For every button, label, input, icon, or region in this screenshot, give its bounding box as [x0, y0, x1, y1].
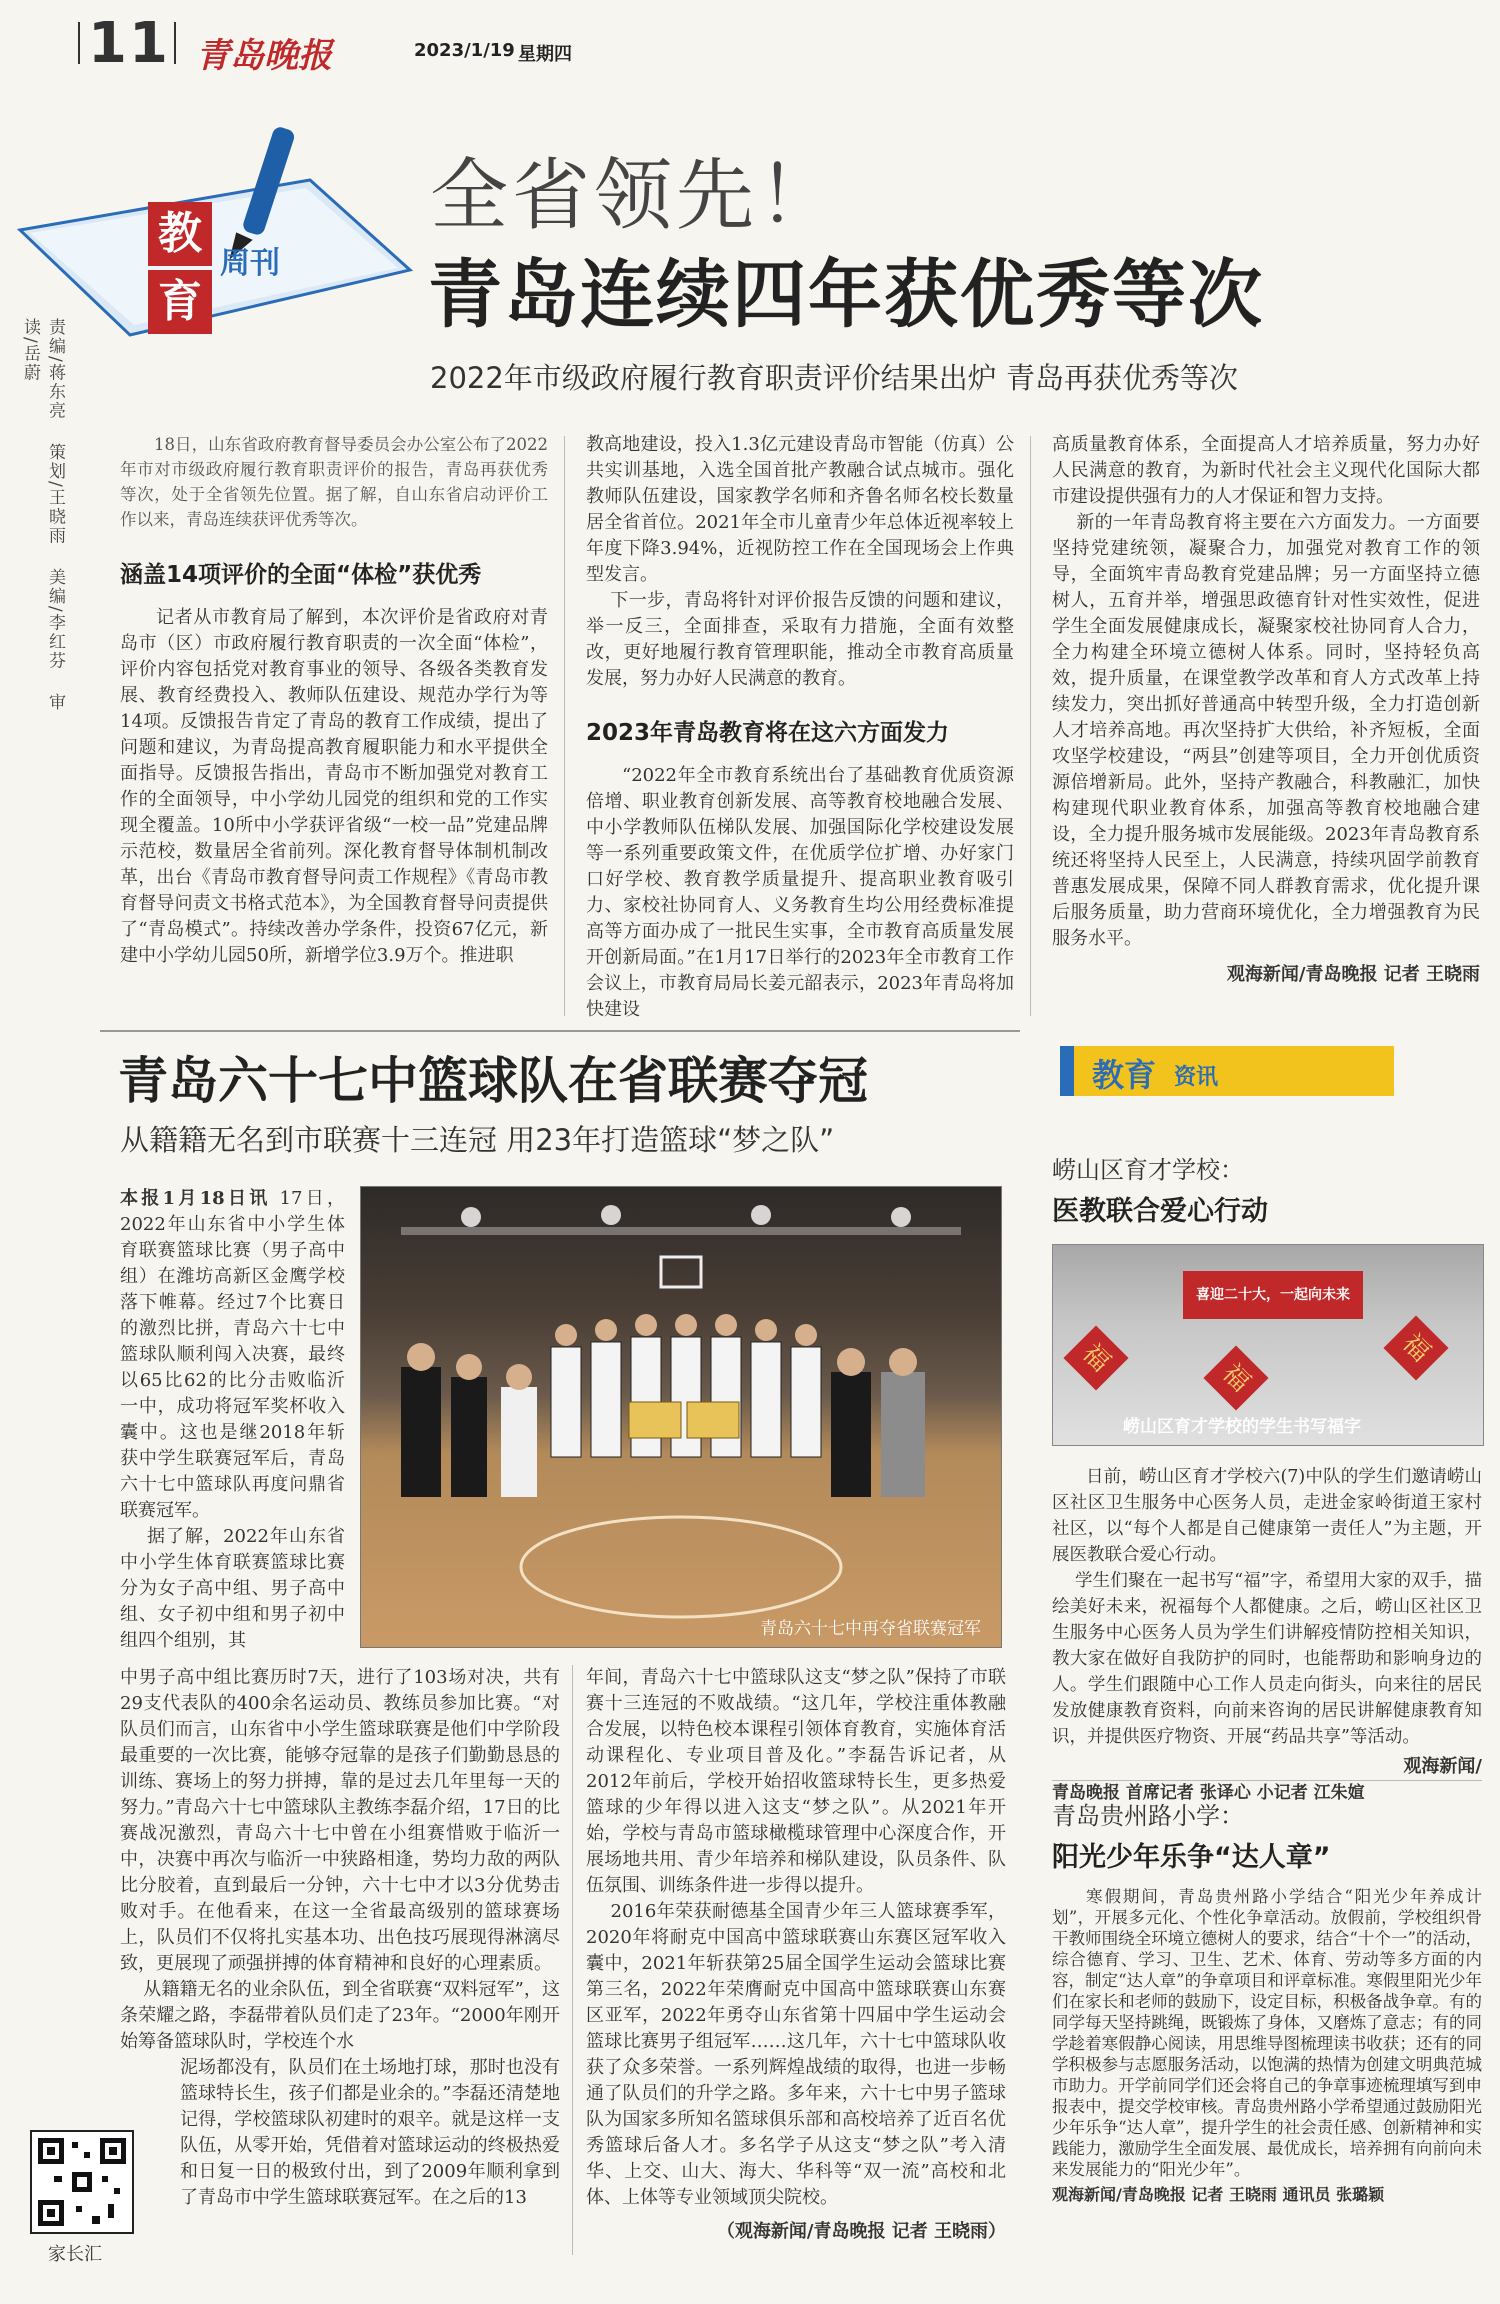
news-item-2 [1052, 1796, 1482, 2205]
lead-col2b-text: “2022年全市教育系统出台了基础教育优质资源倍增、职业教育创新发展、高等教育校地融合发展、中小学教师队伍梯队发展、加强国际化学校建设发展等一系列重要政策文件，在优质学位扩增、办好家门口好学校、教育教学质量提升、提高职业教育吸引力、家校社协同育人、义务教育生均公用经费标准提高等方面办成了一批民生实事，全市教育高质量发展开创新局面。”在1月17日举行的2023年全市教育工作会议上，市教育局局长姜元韶表示，2023年青岛将加快建设 [586, 765, 1014, 1020]
news-item-2-title: 阳光少年乐争“达人章” [1052, 1842, 1331, 1873]
news-box-label: 资讯 [1174, 1065, 1219, 1090]
lead-kicker: 全省领先！ [430, 151, 841, 241]
credit-planner: 策划/王晓雨 [45, 442, 65, 546]
basketball-p3: 泥场都没有，队员们在土场地打球，那时也没有篮球特长生，孩子们都是业余的。”李磊还清楚地记得，学校篮球队初建时的艰辛。就是这样一支队伍，从零开始，凭借着对篮球运动的终极热爱和日复一日的极致付出，到了2009年顺利拿到了青岛市中学生篮球联赛冠军。在之后的13 [180, 2057, 560, 2208]
news-item-1-org: 崂山区育才学校： [1052, 1156, 1244, 1184]
basketball-column-1 [120, 1186, 345, 1654]
section-char-2-text: 育 [158, 276, 202, 327]
news-item-2-org: 青岛贵州路小学： [1052, 1802, 1244, 1830]
lead-column-1 [120, 432, 548, 969]
news-item-1-credit-a: 观海新闻/ [1403, 1756, 1482, 1777]
news-box-header [1060, 1046, 1394, 1096]
basketball-column-2 [586, 1665, 1006, 2243]
lead-col3-text: 高质量教育体系，全面提高人才培养质量，努力办好人民满意的教育，为新时代社会主义现代化国际大都市建设提供强有力的人才保证和智力支持。 新的一年青岛教育将主要在六方面发力。一方面要坚持党建统领，凝聚合力，加强党对教育工作的领导，全面筑牢青岛教育党建品牌；另一方面坚持立德树人，五育并举，增强思政德育针对性实效性，促进学生全面发展健康成长，凝聚家校社协同育人合力，全力构建全环境立德树人体系。同时，坚持轻负高效，提升质量，在课堂教学改革和育人方式改革上持续发力，突出抓好普通高中转型升级，全力打造创新人才培养高地。再次坚持扩大供给，补齐短板，全面攻坚学校建设，“两县”创建等项目，全力开创优质资源倍增新局。此外，坚持产教融合，科教融汇，加快构建现代职业教育体系，加强高等教育校地融合建设，全力提升服务城市发展能级。2023年青岛教育系统还将坚持人民至上，人民满意，持续巩固学前教育普惠发展成果，保障不同人群教育需求，优化提升课后服务质量，助力营商环境优化，全力增强教育为民服务水平。 [1052, 434, 1481, 949]
basketball-column-1b [120, 1665, 560, 2211]
basketball-photo-caption: 青岛六十七中再夺省联赛冠军 [760, 1619, 981, 1639]
news-item-1-body: 日前，崂山区育才学校六(7)中队的学生们邀请崂山区社区卫生服务中心医务人员，走进金家岭街道王家村社区，以“每个人都是自己健康第一责任人”为主题，开展医教联合爱心行动。 学生们聚在一起书写“福”字，希望用大家的双手，描绘美好未来，祝福每个人都健康。之后，崂山区社区卫生服务中心医务人员为学生们讲解疫情防控相关知识，教大家在做好自我防护的同时，也能帮助和影响身边的人。学生们跟随中心工作人员走向街头，向来往的居民发放健康教育资料，向前来咨询的居民讲解健康教育知识，并提供医疗物资、开展“药品共享”等活动。 [1052, 1467, 1482, 1747]
basketball-p1-wrap [120, 1186, 345, 1654]
fu-card-right: 福 [1383, 1315, 1448, 1380]
page-number: 11 [88, 11, 170, 76]
column-rule-2 [1030, 436, 1031, 1016]
basketball-dateline: 本报1月18日讯 [120, 1188, 271, 1209]
news-item-1-photo [1052, 1244, 1484, 1446]
news-item-1 [1052, 1150, 1482, 1803]
fu-card-left: 福 [1063, 1325, 1128, 1390]
paper-name-logo: 青岛晚报 [196, 36, 332, 76]
news-item-1-photo-caption: 崂山区育才学校的学生书写福字 [1123, 1417, 1361, 1437]
issue-date: 2023/1/19 [414, 40, 515, 61]
basketball-p4: 年间，青岛六十七中篮球队这支“梦之队”保持了市联赛十三连冠的不败战绩。“这几年，学校注重体教融合发展，以特色校本课程引领体育教育，实施体育活动课程化、专业项目普及化。”李磊告诉记者，从2012年前后，学校开始招收篮球特长生，更多热爱篮球的少年得以进入这支“梦之队”。从2021年开始，学校与青岛市篮球橄榄球管理中心深度合作，开展场地共用、青少年培养和梯队建设，队员条件、队伍氛围、训练条件进一步得以提升。 2016年荣获耐德基全国青少年三人篮球赛季军，2020年将耐克中国高中篮球联赛山东赛区冠军收入囊中，2021年斩获第25届全国学生运动会篮球比赛第三名，2022年荣膺耐克中国高中篮球联赛山东赛区亚军，2022年勇夺山东省第十四届中学生运动会篮球比赛男子组冠军……这几年，六十七中篮球队收获了众多荣誉。一系列辉煌战绩的取得，也进一步畅通了队员们的升学之路。多年来，六十七中男子篮球队为国家多所知名篮球俱乐部和高校培养了近百名优秀篮球后备人才。多名学子从这支“梦之队”考入清华、上交、山大、海大、华科等“双一流”高校和北体、上体等专业领域顶尖院校。 [586, 1667, 1007, 2208]
lead-column-3 [1052, 432, 1480, 986]
lead-subtitle: 2022年市级政府履行教育职责评价结果出炉 青岛再获优秀等次 [430, 361, 1239, 395]
fu-card-mid: 福 [1203, 1345, 1268, 1410]
lead-column-2 [586, 432, 1014, 1023]
credit-proofreader: 审读/岳蔚 [20, 318, 65, 712]
news-item-1-title: 医教联合爱心行动 [1052, 1196, 1268, 1227]
section-char-1-text: 教 [158, 208, 202, 259]
news-divider [1052, 1780, 1482, 1781]
issue-weekday: 星期四 [518, 44, 572, 65]
badge-shape [10, 120, 420, 350]
lead-intro: 18日，山东省政府教育督导委员会办公室公布了2022年市对市级政府履行教育职责评价的报告，青岛再获优秀等次，处于全省领先位置。据了解，自山东省启动评价工作以来，青岛连续获评优秀等次。 [120, 435, 548, 529]
sidebar-credits [18, 318, 68, 738]
column-rule-1 [564, 436, 565, 1016]
qr-code[interactable] [30, 2130, 134, 2234]
header-divider-left [78, 22, 80, 64]
section-divider [100, 1030, 1020, 1032]
basketball-p2: 中男子高中组比赛历时7天，进行了103场对决，共有29支代表队的400余名运动员、教练员参加比赛。“对队员们而言，山东省中小学生篮球联赛是他们中学阶段最重要的一次比赛，能够夺冠靠的是孩子们勤勤恳恳的训练、赛场上的努力拼搏，靠的是过去几年里每一天的努力。”青岛六十七中篮球队主教练李磊介绍，17日的比赛战况激烈，青岛六十七中曾在小组赛惜败于临沂一中，决赛中再次与临沂一中狭路相逢，势均力敌的两队比分胶着，直到最后一分钟，六十七中才以3分优势击败对手。在他看来，在这一全省最高级别的篮球赛场上，队员们不仅将扎实基本功、出色技巧展现得淋漓尽致，更展现了顽强拼搏的体育精神和良好的心理素质。 从籍籍无名的业余队伍，到全省联赛“双料冠军”，这条荣耀之路，李磊带着队员们走了23年。“2000年刚开始筹备篮球队时，学校连个水 [120, 1667, 561, 2052]
credit-designer: 美编/李红芬 [45, 567, 65, 671]
lead-credit: 观海新闻/青岛晚报 记者 王晓雨 [1226, 964, 1480, 985]
qr-label: 家长汇 [48, 2244, 102, 2265]
basketball-photo [360, 1186, 1002, 1648]
lead-subhead-2: 2023年青岛教育将在这六方面发力 [586, 720, 950, 746]
lead-col1-text: 记者从市教育局了解到，本次评价是省政府对青岛市（区）市政府履行教育职责的一次全面“体检”，评价内容包括党对教育事业的领导、各级各类教育发展、教育经费投入、教师队伍建设、规范办学行为等14项。反馈报告肯定了青岛的教育工作成绩，提出了问题和建议，为青岛提高教育履职能力和水平提供全面指导。反馈报告指出，青岛市不断加强党对教育工作的全面领导，中小学幼儿园党的组织和党的工作实现全覆盖。10所中小学获评省级“一校一品”党建品牌示范校，数量居全省前列。深化教育督导体制机制改革，出台《青岛市教育督导问责工作规程》《青岛市教育督导问责文书格式范本》，为全国教育督导问责提供了“青岛模式”。持续改善办学条件，投资67亿元，新建中小学幼儿园50所，新增学位3.9万个。推进职 [120, 607, 548, 966]
basketball-title: 青岛六十七中篮球队在省联赛夺冠 [118, 1052, 868, 1110]
basketball-credit: （观海新闻/青岛晚报 记者 王晓雨） [716, 2221, 1006, 2242]
news-item-1-banner: 喜迎二十大，一起向未来 [1183, 1271, 1363, 1319]
lead-subhead-1: 涵盖14项评价的全面“体检”获优秀 [120, 562, 482, 588]
basketball-p1: 17日，2022年山东省中小学生体育联赛篮球比赛（男子高中组）在潍坊高新区金鹰学校落下帷幕。经过7个比赛日的激烈比拼，青岛六十七中篮球队顺利闯入决赛，最终以65比62的比分击败临沂一中，成功将冠军奖杯收入囊中。这也是继2018年斩获中学生联赛冠军后，青岛六十七中篮球队再度问鼎省联赛冠军。 据了解，2022年山东省中小学生体育联赛篮球比赛分为女子高中组、男子高中组、女子初中组和男子初中组四个组别，其 [120, 1188, 346, 1651]
section-label: 周刊 [220, 246, 280, 281]
news-item-1-credit-b: 青岛晚报 首席记者 张译心 小记者 江朱媗 [1052, 1783, 1365, 1803]
section-char-2 [148, 270, 212, 334]
section-char-1 [148, 202, 212, 266]
page-header [0, 0, 1500, 80]
section-badge [10, 120, 420, 350]
news-item-2-credit: 观海新闻/青岛晚报 记者 王晓雨 通讯员 张璐颖 [1052, 2185, 1385, 2204]
column-rule-3 [572, 1665, 573, 2255]
qr-code-icon [32, 2132, 132, 2232]
photo-scene [361, 1187, 1001, 1647]
credit-editor: 责编/蒋东亮 [45, 318, 65, 421]
basketball-subtitle: 从籍籍无名到市联赛十三连冠 用23年打造篮球“梦之队” [120, 1123, 835, 1157]
news-item-2-body: 寒假期间，青岛贵州路小学结合“阳光少年养成计划”，开展多元化、个性化争章活动。放假前，学校组织骨干教师围绕全环境立德树人的要求，结合“十个一”的活动，综合德育、学习、卫生、艺术、体育、劳动等多方面的内容，制定“达人章”的争章项目和评章标准。寒假里阳光少年们在家长和老师的鼓励下，设定目标，积极备战争章。有的同学每天坚持跳绳，既锻炼了身体，又磨炼了意志；有的同学趁着寒假静心阅读，用思维导图梳理读书收获；还有的同学积极参与志愿服务活动，以饱满的热情为创建文明典范城市助力。开学前同学们还会将自己的争章事迹梳理填写到申报表中，提交学校审核。青岛贵州路小学希望通过鼓励阳光少年乐争“达人章”，提升学生的社会责任感、创新精神和实践能力，激励学生全面发展、最优成长，培养拥有向前向未来发展能力的“阳光少年”。 [1052, 1887, 1482, 2179]
news-box-title: 教育 [1092, 1056, 1157, 1094]
header-divider-right [174, 22, 176, 64]
lead-col2a-text: 教高地建设，投入1.3亿元建设青岛市智能（仿真）公共实训基地，入选全国首批产教融合试点城市。强化教师队伍建设，国家教学名师和齐鲁名师名校长数量居全省首位。2021年全市儿童青少年总体近视率较上年度下降3.94%，近视防控工作在全国现场会上作典型发言。 下一步，青岛将针对评价报告反馈的问题和建议，举一反三，全面排查，采取有力措施，全面有效整改，更好地履行教育管理职能，推动全市教育高质量发展，努力办好人民满意的教育。 [586, 434, 1015, 689]
lead-title: 青岛连续四年获优秀等次 [428, 252, 1264, 338]
